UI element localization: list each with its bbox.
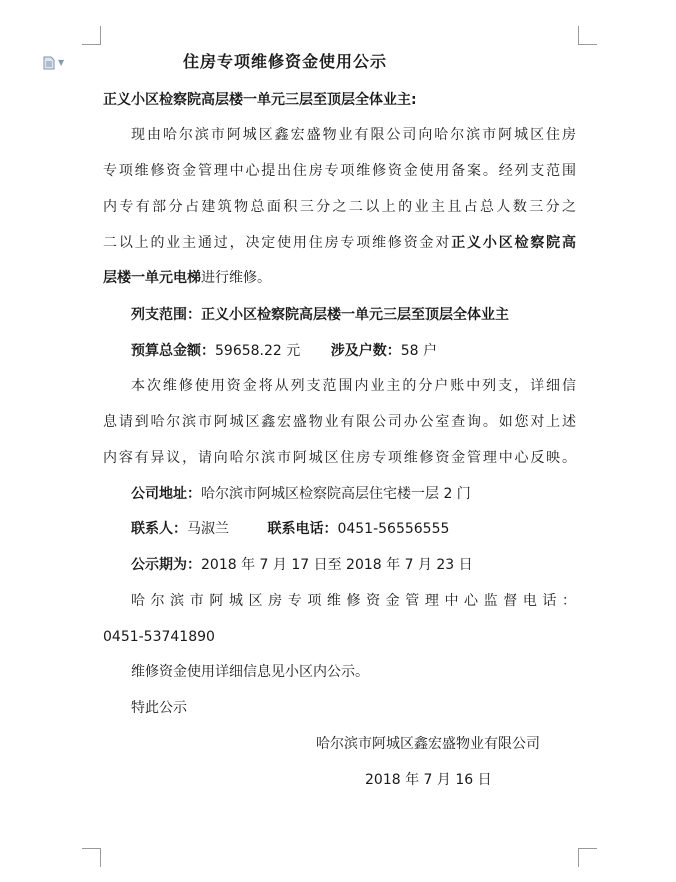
- paragraph-2-line-2: [103, 412, 576, 432]
- paragraph-1-line-4: [103, 233, 576, 253]
- period-label: 公示期为：: [131, 557, 201, 573]
- page-title: 住房专项维修资金使用公示: [182, 52, 387, 71]
- paragraph-1-line-2: 专项维修资金管理中心提出住房专项维修资金使用备案。经列支范围: [103, 163, 576, 179]
- budget-label: 预算总金额：: [131, 343, 215, 359]
- page-corner-mark-bottom-right: [578, 848, 597, 867]
- period-line: [131, 555, 473, 575]
- scope-line: [131, 305, 509, 325]
- closing-line: 特此公示: [131, 700, 187, 716]
- supervision-label: 哈尔滨市阿城区房专项维修资金管理中心监督电话：: [131, 593, 576, 609]
- signature-date: 2018 年 7 月 16 日: [365, 772, 492, 788]
- households-value: 58 户: [400, 343, 437, 359]
- company-name: 哈尔滨市阿城区鑫宏盛物业有限公司: [150, 414, 404, 430]
- scope-label: 列支范围：: [131, 307, 201, 323]
- paragraph-1-line-3: 内专有部分占建筑物总面积三分之二以上的业主且占总人数三分之: [103, 199, 576, 215]
- page-corner-mark-top-left: [82, 26, 101, 45]
- supervision-phone: 0451-53741890: [103, 629, 215, 645]
- contact-phone-value: 0451-56556555: [337, 521, 450, 537]
- contact-line: [131, 519, 449, 539]
- text-segment: 息请到: [103, 414, 151, 430]
- company-address-value: 哈尔滨市阿城区检察院高层住宅楼一层 2 门: [201, 486, 471, 502]
- contact-person-name: 马淑兰: [187, 521, 229, 537]
- page-corner-mark-bottom-left: [82, 848, 101, 867]
- text-segment: 向哈尔滨市阿城区住房: [418, 127, 577, 143]
- text-segment: 二以上的业主通过，决定使用住房专项维修资金对: [103, 235, 452, 251]
- page-corner-mark-top-right: [578, 26, 597, 45]
- text-segment: 现由: [131, 127, 163, 143]
- period-value: 2018 年 7 月 17 日至 2018 年 7 月 23 日: [201, 557, 473, 573]
- project-name: 正义小区检察院高: [451, 235, 577, 251]
- text-segment: 进行维修。: [201, 270, 271, 286]
- contact-phone-label: 联系电话：: [267, 521, 338, 537]
- scope-value: 正义小区检察院高层楼一单元三层至顶层全体业主: [201, 307, 509, 323]
- budget-value: 59658.22 元: [215, 343, 301, 359]
- households-label: 涉及户数：: [330, 343, 401, 359]
- company-name: 哈尔滨市阿城区鑫宏盛物业有限公司: [162, 127, 419, 143]
- contact-person-label: 联系人：: [131, 521, 187, 537]
- paragraph-1-line-1: [103, 125, 576, 145]
- chevron-down-icon[interactable]: ▼: [58, 58, 65, 67]
- company-address-label: 公司地址：: [131, 486, 201, 502]
- company-address-line: [131, 484, 471, 504]
- project-name: 层楼一单元电梯: [103, 270, 201, 286]
- paragraph-2-line-3: 内容有异议，请向哈尔滨市阿城区住房专项维修资金管理中心反映。: [103, 450, 576, 466]
- paragraph-2-line-1: 本次维修使用资金将从列支范围内业主的分户账中列支，详细信: [131, 378, 576, 394]
- paragraph-1-line-5: [103, 268, 271, 288]
- text-segment: 办公室查询。如您对上述: [403, 414, 577, 430]
- budget-line: [131, 341, 437, 361]
- addressee: 正义小区检察院高层楼一单元三层至顶层全体业主:: [103, 92, 417, 108]
- signature-company: 哈尔滨市阿城区鑫宏盛物业有限公司: [316, 736, 540, 752]
- note-line: 维修资金使用详细信息见小区内公示。: [131, 664, 369, 680]
